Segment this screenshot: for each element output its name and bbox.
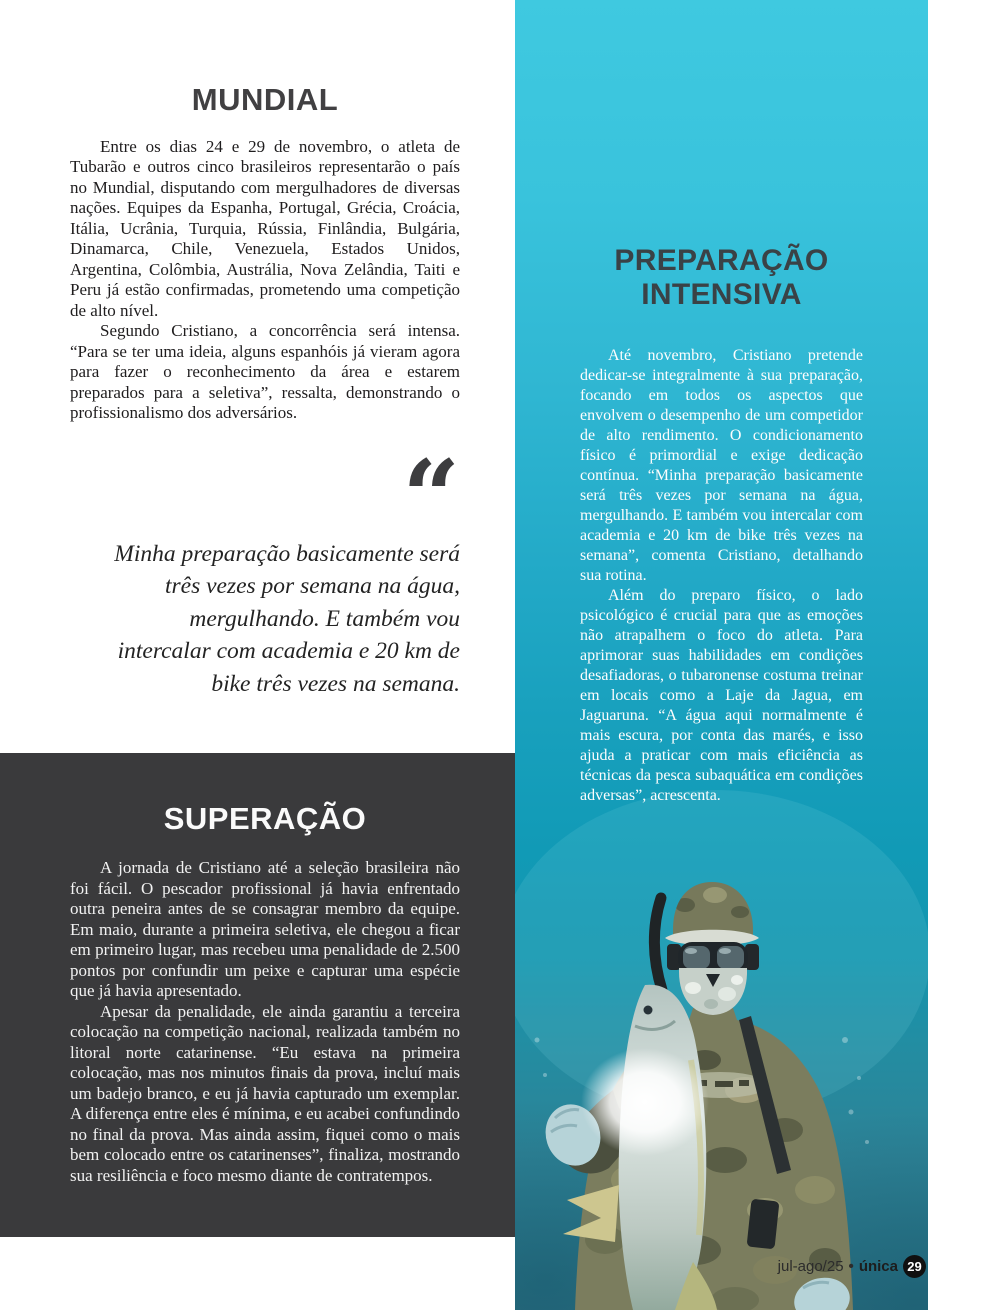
preparacao-paragraph-2: Além do preparo físico, o lado psicológico é crucial para que as emoções não atrapalhem o foco do atleta. Para aprimorar suas habilidades em condições desafiadoras, o tubaronense costuma treinar em locais como a Laje da Jagua, em Jaguaruna. “A água aqui normalmente é mais escura, por conta das marés, e isso ajuda a praticar com mais eficiência as técnicas da pesca subaquática em condições adversas”, acrescenta. <box>580 587 863 804</box>
separator-dot: • <box>848 1258 854 1275</box>
superacao-paragraph-2: Apesar da penalidade, ele ainda garantiu a terceira colocação na competição nacional, realizada também no litoral norte catarinense. “Eu estava na primeira colocação, mas nos minutos finais da prova, incluí mais um badejo branco, e eu já havia capturado um exemplar. A diferença entre eles é mínima, e eu acabei confundindo no final da prova. Mas ainda assim, fiquei como o mais bem colocado entre os catarinenses”, finaliza, mostrando sua resiliência e foco mesmo diante de contratempos. <box>70 1001 460 1185</box>
superacao-body <box>70 858 460 1186</box>
superacao-paragraph-1: A jornada de Cristiano até a seleção brasileira não foi fácil. O pescador profissional já havia enfrentado outra peneira antes de se consagrar membro da equipe. Em maio, durante a primeira seletiva, ele chegou a ficar em primeiro lugar, mas recebeu uma penalidade de 2.500 pontos por confundir um peixe e capturar uma espécie que já havia apresentado. <box>70 858 460 1000</box>
pull-quote-text: Minha preparação basicamente será três vezes por semana na água, mergulhando. E também vou intercalar com academia e 20 km de bike três vezes na semana. <box>114 540 460 697</box>
superacao-section <box>0 753 515 1237</box>
preparacao-paragraph-1: Até novembro, Cristiano pretende dedicar-se integralmente à sua preparação, focando em todos os aspectos que envolvem o desempenho de um competidor de alto rendimento. O condicionamento físico é primordial e exige dedicação contínua. “Minha preparação basicamente será três vezes por semana na água, mergulhando. E também vou intercalar com academia e 20 km de bike três vezes na semana”, comenta Cristiano, detalhando sua rotina. <box>580 347 863 584</box>
left-column <box>0 0 515 753</box>
photo-column <box>515 0 928 1310</box>
pull-quote <box>70 437 460 701</box>
page-footer <box>778 1255 926 1278</box>
preparacao-body <box>580 346 863 806</box>
quote-mark-icon: “ <box>402 437 460 556</box>
page-number-badge: 29 <box>903 1255 926 1278</box>
issue-label: jul-ago/25 <box>777 1258 844 1275</box>
mundial-paragraph-1: Entre os dias 24 e 29 de novembro, o atleta de Tubarão e outros cinco brasileiros representarão o país no Mundial, disputando com mergulhadores de diversas nações. Equipes da Espanha, Portugal, Grécia, Croácia, Itália, Ucrânia, Turquia, Rússia, Finlândia, Bulgária, Dinamarca, Chile, Venezuela, Estados Unidos, Argentina, Colômbia, Austrália, Nova Zelândia, Taiti e Peru já estão confirmadas, prometendo uma competição de alto nível. <box>70 136 460 320</box>
superacao-heading: SUPERAÇÃO <box>163 801 367 836</box>
brand-label: única <box>858 1258 898 1275</box>
mundial-body <box>70 137 460 424</box>
mundial-heading: MUNDIAL <box>191 82 339 117</box>
preparacao-section <box>580 244 863 806</box>
mundial-paragraph-2: Segundo Cristiano, a concorrência será intensa. “Para se ter uma ideia, alguns espanhóis já vieram agora para fazer o reconhecimento da área e estarem preparados para a seletiva”, ressalta, demonstrando o profissionalismo dos adversários. <box>70 321 460 423</box>
preparacao-heading: PREPARAÇÃO INTENSIVA <box>614 244 829 311</box>
